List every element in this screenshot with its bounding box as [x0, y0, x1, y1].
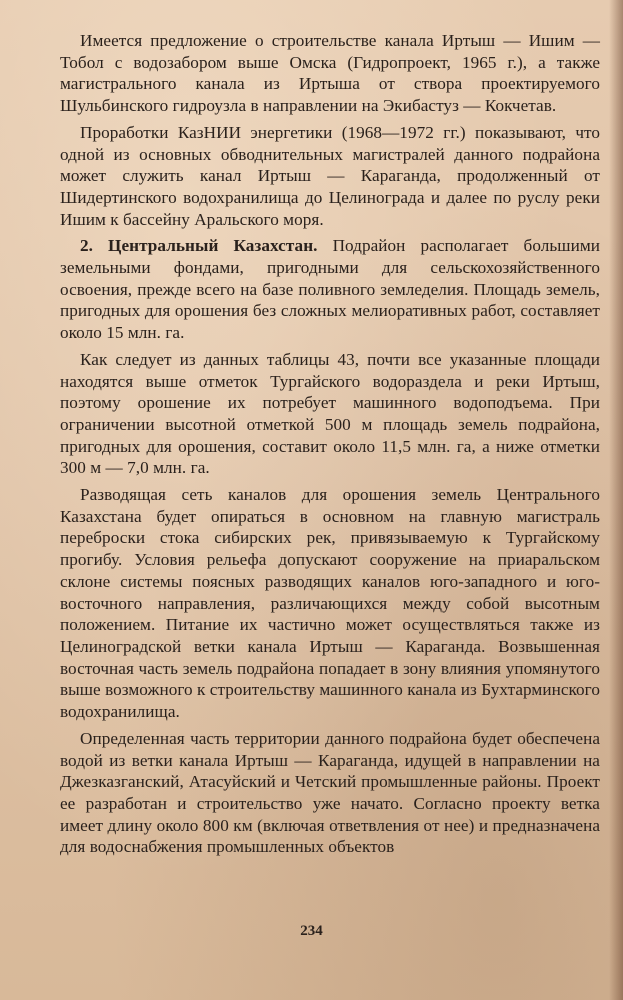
- paragraph-6-text: Определенная часть территории данного подрайона будет обеспечена водой из ветки канала Иртыш — Караганда, идущей в направлении на Джезказганский, Атасуйский и Четский промышленные районы. Проект ее разработан и строительство уже начато. Согласно проекту ветка имеет длину около 800 км (включая ответвления от нее) и предназначена для водоснабжения промышленных объектов: [60, 728, 600, 857]
- page-body: [60, 30, 600, 858]
- paragraph-3: [60, 235, 600, 344]
- paragraph-3-text: Подрайон располагает большими земельными фондами, пригодными для сельскохозяйственного освоения, прежде всего на базе поливного земледелия. Площадь земель, пригодных для орошения без сложных мелиоративных работ, составляет около 15 млн. га.: [60, 236, 600, 343]
- paragraph-6: [60, 728, 600, 858]
- section-heading: 2. Центральный Казахстан.: [80, 236, 318, 256]
- page-number: 234: [300, 923, 323, 939]
- paragraph-4-text: Как следует из данных таблицы 43, почти все указанные площади находятся выше отметок Тургайского водораздела и реки Иртыш, поэтому орошение их потребует машинного водоподъема. При ограничении высотной отметкой 500 м площадь земель подрайона, пригодных для орошения, составит около 11,5 млн. га, а ниже отметки 300 м — 7,0 млн. га.: [60, 349, 600, 478]
- paragraph-2-text: Проработки КазНИИ энергетики (1968—1972 гг.) показывают, что одной из основных обводнительных магистралей данного подрайона может служить канал Иртыш — Караганда, продолженный от Шидертинского водохранилища до Целинограда и далее по руслу реки Ишим к бассейну Аральского моря.: [60, 122, 600, 229]
- paragraph-1-text: Имеется предложение о строительстве канала Иртыш — Ишим — Тобол с водозабором выше Омска (Гидропроект, 1965 г.), а также магистрального канала из Иртыша от створа проектируемого Шульбинского гидроузла в направлении на Экибастуз — Кокчетав.: [60, 31, 600, 116]
- paragraph-2: [60, 122, 600, 231]
- paragraph-5-text: Разводящая сеть каналов для орошения земель Центрального Казахстана будет опираться в основном на главную магистраль переброски стока сибирских рек, привязываемую к Тургайскому прогибу. Условия рельефа допускают сооружение на приаральском склоне системы поясных разводящих каналов юго-западного и юго-восточного направления, различающихся между собой высотным положением. Питание их частично может осуществляться также из Целиноградской ветки канала Иртыш — Караганда. Возвышенная восточная часть земель подрайона попадает в зону влияния упомянутого выше возможного к строительству машинного канала из Бухтарминского водохранилища.: [60, 485, 600, 722]
- paragraph-4: [60, 349, 600, 479]
- paragraph-1: [60, 30, 600, 117]
- paragraph-5: [60, 484, 600, 723]
